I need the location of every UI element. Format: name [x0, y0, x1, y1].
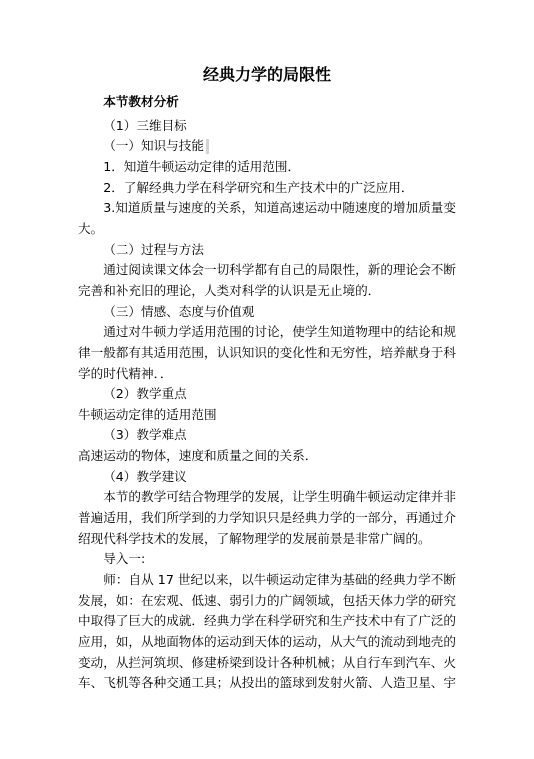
goals-label: （1）三维目标 [103, 117, 187, 133]
emotion-values-line-2: 律一般都有其适用范围，认识知识的变化性和无穷性，培养献身于科 [78, 344, 456, 360]
key-points-label: （2）教学重点 [103, 386, 187, 402]
process-method-label: （二）过程与方法 [103, 241, 204, 257]
knowledge-skills-label: （一）知识与技能 [103, 138, 204, 154]
emotion-values-line-3: 学的时代精神．． [78, 365, 173, 381]
knowledge-item-1: 1．知道牛顿运动定律的适用范围． [103, 158, 301, 174]
suggestions-line-1: 本节的教学可结合物理学的发展，让学生明确牛顿运动定律并非 [103, 489, 456, 505]
intro-line-4: 应用，如，从地面物体的运动到天体的运动，从大气的流动到地壳的 [78, 634, 456, 650]
knowledge-item-3-line-2: 大。 [78, 220, 104, 236]
suggestions-label: （4）教学建议 [103, 468, 187, 484]
key-points-text: 牛顿运动定律的适用范围 [78, 406, 217, 422]
difficulties-text: 高速运动的物体，速度和质量之间的关系． [78, 448, 318, 464]
suggestions-line-2: 普遍适用，我们所学到的力学知识只是经典力学的一部分，再通过介 [78, 510, 456, 526]
intro-line-3: 中取得了巨大的成就．经典力学在科学研究和生产技术中有了广泛的 [78, 613, 456, 629]
intro-label: 导入一: [103, 551, 146, 567]
document-title: 经典力学的局限性 [202, 65, 331, 84]
difficulties-label: （3）教学难点 [103, 427, 187, 443]
text-cursor [206, 139, 209, 154]
emotion-values-label: （三）情感、态度与价值观 [103, 303, 255, 319]
section-heading: 本节教材分析 [103, 93, 179, 109]
document-body [78, 92, 456, 694]
knowledge-item-2: 2．了解经典力学在科学研究和生产技术中的广泛应用． [103, 179, 414, 195]
intro-line-6: 车、飞机等各种交通工具；从投出的篮球到发射火箭、人造卫星、宇 [78, 675, 456, 691]
suggestions-line-3: 绍现代科学技术的发展，了解物理学的发展前景是非常广阔的。 [78, 530, 431, 546]
intro-line-1: 师：自从 17 世纪以来，以牛顿运动定律为基础的经典力学不断 [103, 572, 456, 588]
knowledge-item-3-line-1: 3.知道质量与速度的关系，知道高速运动中随速度的增加质量变 [103, 200, 456, 216]
knowledge-skills-line [78, 136, 456, 157]
intro-line-5: 变动，从拦河筑坝、修建桥梁到设计各种机械；从自行车到汽车、火 [78, 654, 456, 670]
intro-line-2: 发展，如：在宏观、低速、弱引力的广阔领域，包括天体力学的研究 [78, 592, 456, 608]
process-method-line-2: 完善和补充旧的理论，人类对科学的认识是无止境的． [78, 282, 381, 298]
process-method-line-1: 通过阅读课文体会一切科学都有自己的局限性，新的理论会不断 [103, 262, 456, 278]
emotion-values-line-1: 通过对牛顿力学适用范围的讨论，使学生知道物理中的结论和规 [103, 324, 456, 340]
